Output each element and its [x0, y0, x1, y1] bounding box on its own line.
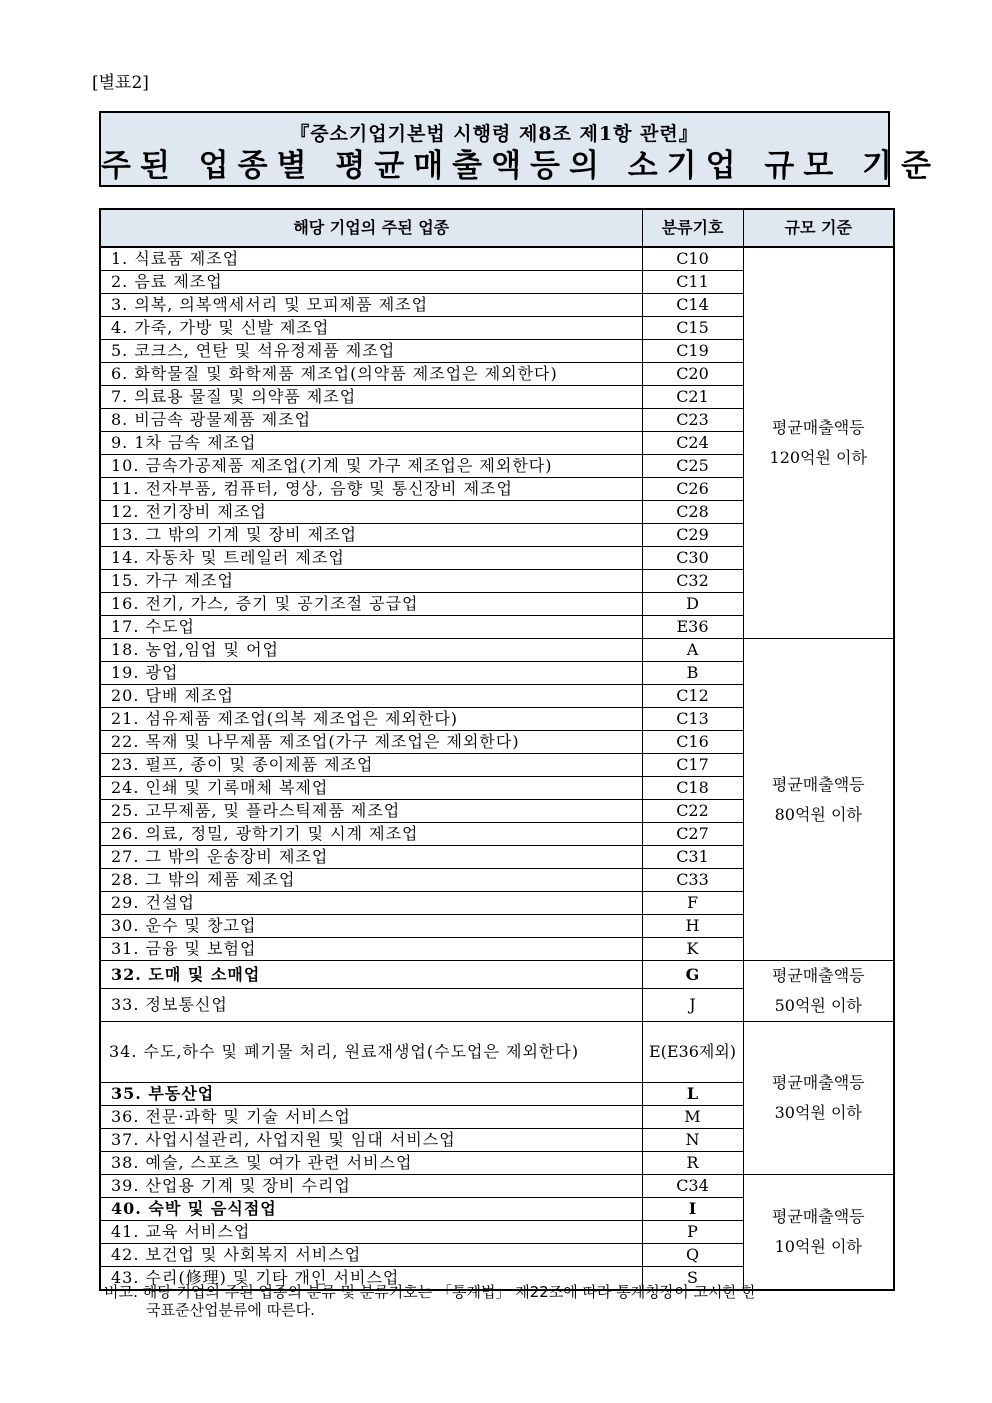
code-cell: C17 [642, 754, 743, 777]
industry-cell: 39. 산업용 기계 및 장비 수리업 [100, 1175, 642, 1198]
industry-cell: 42. 보건업 및 사회복지 서비스업 [100, 1244, 642, 1267]
footnote [104, 1283, 894, 1319]
industry-cell: 16. 전기, 가스, 증기 및 공기조절 공급업 [100, 593, 642, 616]
code-cell: N [642, 1129, 743, 1152]
industry-cell: 32. 도매 및 소매업 [100, 961, 642, 989]
industry-cell: 17. 수도업 [100, 616, 642, 639]
industry-cell: 23. 펄프, 종이 및 종이제품 제조업 [100, 754, 642, 777]
code-cell: B [642, 662, 743, 685]
code-cell: C15 [642, 317, 743, 340]
code-cell: C22 [642, 800, 743, 823]
table-row [100, 247, 894, 271]
industry-cell: 7. 의료용 물질 및 의약품 제조업 [100, 386, 642, 409]
standard-cell-30 [743, 1022, 894, 1175]
standard-label: 평균매출액등 [771, 774, 865, 794]
code-cell: C13 [642, 708, 743, 731]
industry-cell: 26. 의료, 정밀, 광학기기 및 시계 제조업 [100, 823, 642, 846]
code-cell: C27 [642, 823, 743, 846]
table-row [100, 961, 894, 989]
code-cell: I [642, 1198, 743, 1221]
code-cell: C30 [642, 547, 743, 570]
standard-cell-50 [743, 961, 894, 1022]
code-cell: C29 [642, 524, 743, 547]
footnote-line-1: 비고: 해당 기업의 주된 업종의 분류 및 분류기호는 「통계법」 제22조에 따라 통계청장이 고시한 한 [104, 1283, 757, 1301]
standard-label: 평균매출액등 [771, 418, 865, 437]
code-cell: D [642, 593, 743, 616]
header-industry: 해당 기업의 주된 업종 [100, 209, 642, 247]
code-cell: C19 [642, 340, 743, 363]
code-cell: C12 [642, 685, 743, 708]
standard-cell-120 [743, 247, 894, 639]
code-cell: E36 [642, 616, 743, 639]
code-cell: L [642, 1083, 743, 1106]
code-cell: C34 [642, 1175, 743, 1198]
code-cell: K [642, 938, 743, 961]
code-cell: S [642, 1267, 743, 1291]
industry-cell: 3. 의복, 의복액세서리 및 모피제품 제조업 [100, 294, 642, 317]
code-cell: A [642, 639, 743, 662]
code-cell: C18 [642, 777, 743, 800]
code-cell: C25 [642, 455, 743, 478]
industry-cell: 11. 전자부품, 컴퓨터, 영상, 음향 및 통신장비 제조업 [100, 478, 642, 501]
code-cell: M [642, 1106, 743, 1129]
industry-cell: 22. 목재 및 나무제품 제조업(가구 제조업은 제외한다) [100, 731, 642, 754]
code-cell: C10 [642, 247, 743, 271]
industry-cell: 25. 고무제품, 및 플라스틱제품 제조업 [100, 800, 642, 823]
table-row [100, 1022, 894, 1083]
annex-label: [별표2] [92, 73, 149, 93]
code-cell: C26 [642, 478, 743, 501]
header-standard: 규모 기준 [743, 209, 894, 247]
industry-cell: 2. 음료 제조업 [100, 271, 642, 294]
industry-cell: 21. 섬유제품 제조업(의복 제조업은 제외한다) [100, 708, 642, 731]
industry-cell: 40. 숙박 및 음식점업 [100, 1198, 642, 1221]
standard-cell-80 [743, 639, 894, 961]
industry-cell: 10. 금속가공제품 제조업(기계 및 가구 제조업은 제외한다) [100, 455, 642, 478]
size-standard-table [99, 208, 895, 1291]
industry-cell: 5. 코크스, 연탄 및 석유정제품 제조업 [100, 340, 642, 363]
footnote-line-2: 국표준산업분류에 따른다. [146, 1301, 315, 1319]
table-header-row [100, 209, 894, 247]
standard-label: 평균매출액등 [771, 1207, 865, 1226]
industry-cell: 35. 부동산업 [100, 1083, 642, 1106]
industry-cell: 24. 인쇄 및 기록매체 복제업 [100, 777, 642, 800]
code-cell: C33 [642, 869, 743, 892]
standard-label: 평균매출액등 [771, 1073, 865, 1092]
code-cell: C28 [642, 501, 743, 524]
standard-value: 30억원 이하 [774, 1103, 862, 1122]
industry-cell: 9. 1차 금속 제조업 [100, 432, 642, 455]
industry-cell: 30. 운수 및 창고업 [100, 915, 642, 938]
industry-cell: 1. 식료품 제조업 [100, 247, 642, 271]
industry-cell: 27. 그 밖의 운송장비 제조업 [100, 846, 642, 869]
standard-value: 80억원 이하 [774, 804, 862, 824]
industry-cell: 12. 전기장비 제조업 [100, 501, 642, 524]
industry-cell: 4. 가죽, 가방 및 신발 제조업 [100, 317, 642, 340]
standard-cell-10 [743, 1175, 894, 1291]
standard-value: 10억원 이하 [774, 1237, 862, 1256]
industry-cell: 13. 그 밖의 기계 및 장비 제조업 [100, 524, 642, 547]
industry-cell: 36. 전문·과학 및 기술 서비스업 [100, 1106, 642, 1129]
code-cell: R [642, 1152, 743, 1175]
industry-cell: 37. 사업시설관리, 사업지원 및 임대 서비스업 [100, 1129, 642, 1152]
industry-cell: 6. 화학물질 및 화학제품 제조업(의약품 제조업은 제외한다) [100, 363, 642, 386]
table-row [100, 1175, 894, 1198]
code-cell: E(E36제외) [642, 1022, 743, 1083]
industry-cell: 14. 자동차 및 트레일러 제조업 [100, 547, 642, 570]
code-cell: F [642, 892, 743, 915]
page-title: 주된 업종별 평균매출액등의 소기업 규모 기준 [101, 148, 940, 184]
title-subtitle: 『중소기업기본법 시행령 제8조 제1항 관련』 [290, 123, 699, 145]
industry-cell: 34. 수도,하수 및 폐기물 처리, 원료재생업(수도업은 제외한다) [100, 1022, 642, 1083]
header-code: 분류기호 [642, 209, 743, 247]
standard-value: 50억원 이하 [774, 996, 862, 1015]
code-cell: Q [642, 1244, 743, 1267]
industry-cell: 15. 가구 제조업 [100, 570, 642, 593]
industry-cell: 38. 예술, 스포츠 및 여가 관련 서비스업 [100, 1152, 642, 1175]
title-box [99, 111, 940, 187]
industry-cell: 43. 수리(修理) 및 기타 개인 서비스업 [100, 1267, 642, 1291]
code-cell: J [642, 989, 743, 1022]
standard-value: 120억원 이하 [769, 448, 867, 467]
industry-cell: 19. 광업 [100, 662, 642, 685]
industry-cell: 8. 비금속 광물제품 제조업 [100, 409, 642, 432]
code-cell: P [642, 1221, 743, 1244]
industry-cell: 33. 정보통신업 [100, 989, 642, 1022]
industry-cell: 28. 그 밖의 제품 제조업 [100, 869, 642, 892]
standard-label: 평균매출액등 [771, 966, 865, 985]
code-cell: C21 [642, 386, 743, 409]
industry-cell: 31. 금융 및 보험업 [100, 938, 642, 961]
code-cell: C11 [642, 271, 743, 294]
industry-cell: 41. 교육 서비스업 [100, 1221, 642, 1244]
code-cell: C14 [642, 294, 743, 317]
code-cell: C16 [642, 731, 743, 754]
table-row [100, 639, 894, 662]
industry-cell: 18. 농업,임업 및 어업 [100, 639, 642, 662]
code-cell: C24 [642, 432, 743, 455]
code-cell: C31 [642, 846, 743, 869]
industry-cell: 20. 담배 제조업 [100, 685, 642, 708]
code-cell: C20 [642, 363, 743, 386]
code-cell: C32 [642, 570, 743, 593]
code-cell: C23 [642, 409, 743, 432]
industry-cell: 29. 건설업 [100, 892, 642, 915]
code-cell: H [642, 915, 743, 938]
code-cell: G [642, 961, 743, 989]
